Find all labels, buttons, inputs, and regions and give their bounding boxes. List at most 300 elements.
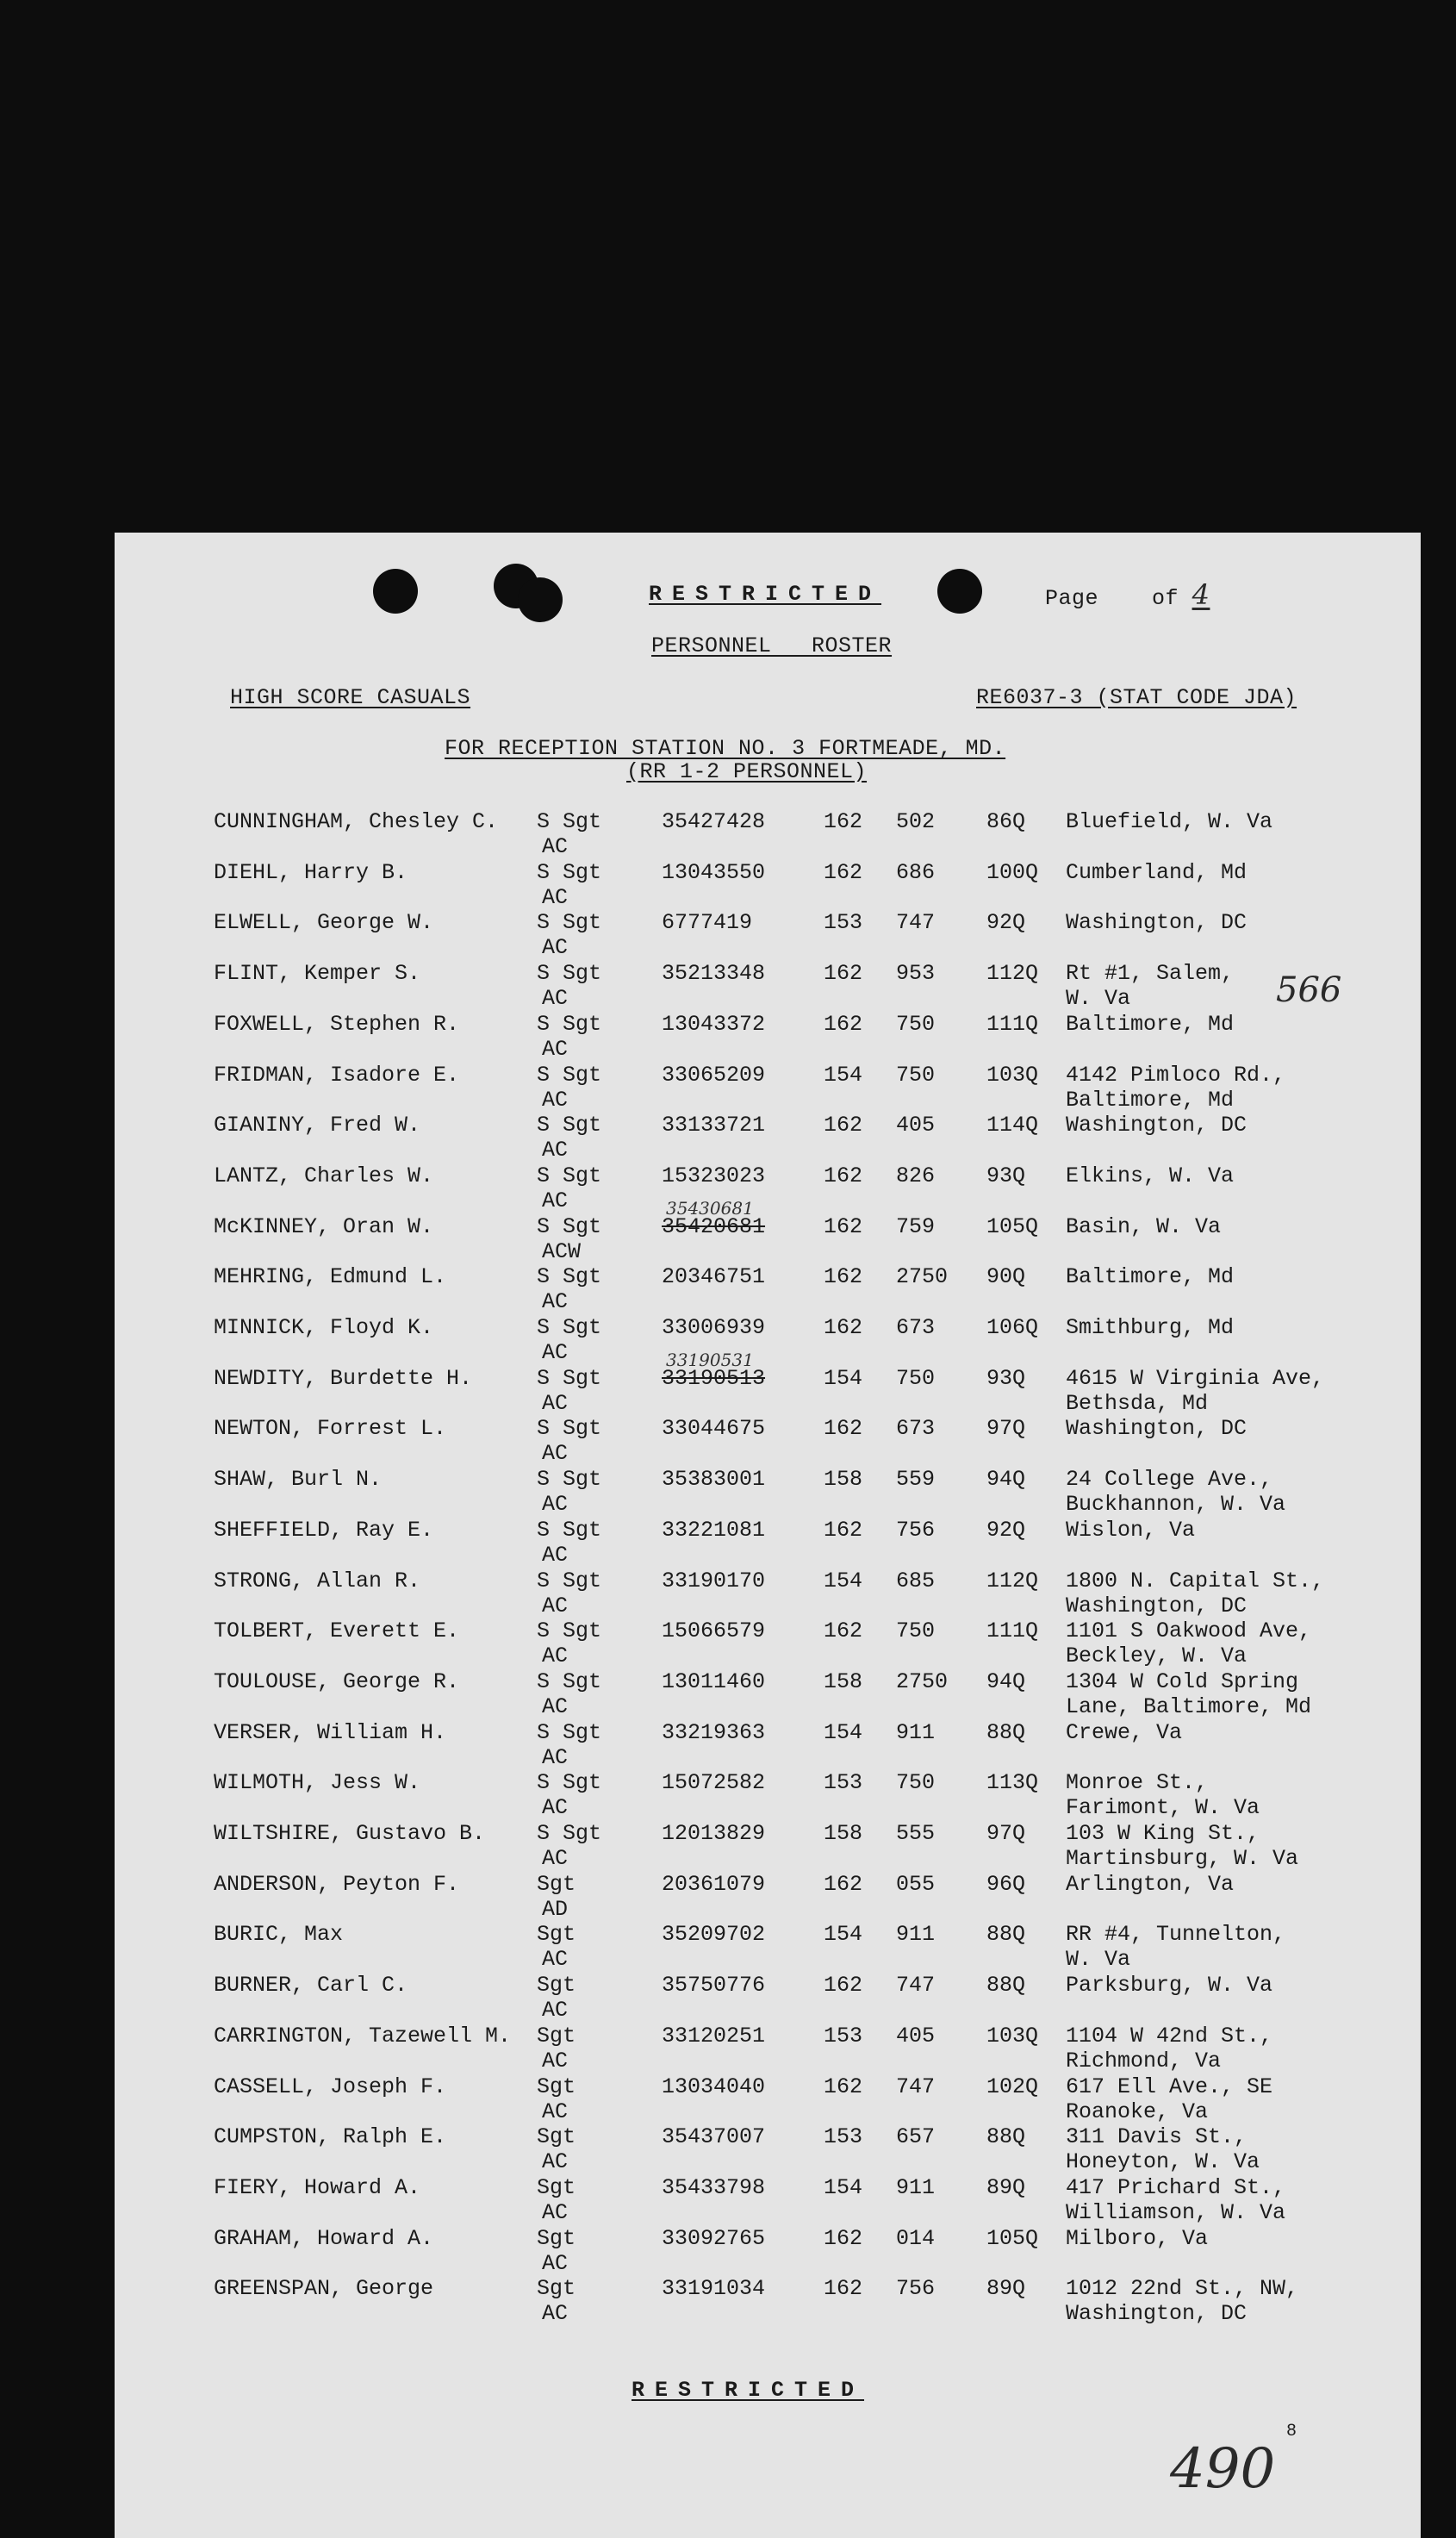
score-a: 162 (824, 2225, 863, 2251)
score-b: 750 (896, 1062, 936, 1088)
serial-number: 35209702 (662, 1922, 766, 1948)
table-row (115, 1822, 1421, 1872)
grade: S Sgt (537, 1770, 602, 1796)
arm-of-service: AC (542, 1542, 569, 1568)
person-name: NEWDITY, Burdette H. (214, 1365, 473, 1391)
address-line-1: 4615 W Virginia Ave, (1066, 1365, 1325, 1391)
person-name: McKINNEY, Oran W. (214, 1213, 434, 1239)
serial-number: 15323023 (662, 1163, 766, 1188)
score-a: 154 (824, 1922, 863, 1948)
serial-number: 13043372 (662, 1011, 766, 1037)
classification-header: RESTRICTED (649, 582, 882, 607)
address-line-1: Smithburg, Md (1066, 1315, 1235, 1340)
arm-of-service: AC (542, 1087, 569, 1113)
score-a: 154 (824, 1062, 863, 1088)
score-q: 112Q (986, 961, 1039, 987)
address-line-2: Buckhannon, W. Va (1066, 1492, 1286, 1518)
person-name: GIANINY, Fred W. (214, 1113, 421, 1138)
page-title: PERSONNEL ROSTER (651, 633, 893, 658)
arm-of-service: AC (542, 1036, 569, 1062)
serial-number: 35433798 (662, 2174, 766, 2200)
address-line-1: 1012 22nd St., NW, (1066, 2276, 1299, 2302)
score-q: 106Q (986, 1315, 1039, 1340)
address-line-1: Washington, DC (1066, 1416, 1248, 1442)
score-a: 162 (824, 1113, 863, 1138)
score-q: 90Q (986, 1264, 1026, 1290)
serial-number: 33190513 (662, 1365, 766, 1391)
score-a: 158 (824, 1668, 863, 1694)
score-b: 911 (896, 1922, 936, 1948)
grade: S Sgt (537, 859, 602, 885)
address-line-2: Honeyton, W. Va (1066, 2149, 1260, 2175)
roster-code: RE6037-3 (STAT CODE JDA) (976, 685, 1297, 710)
address-line-1: Elkins, W. Va (1066, 1163, 1235, 1188)
table-row (115, 1974, 1421, 2024)
score-q: 89Q (986, 2174, 1026, 2200)
person-name: STRONG, Allan R. (214, 1568, 421, 1593)
arm-of-service: AC (542, 1795, 569, 1821)
score-q: 97Q (986, 1416, 1026, 1442)
serial-number: 6777419 (662, 910, 753, 936)
score-a: 162 (824, 1618, 863, 1644)
person-name: BURIC, Max (214, 1922, 344, 1948)
table-row (115, 2075, 1421, 2125)
serial-number: 33190170 (662, 1568, 766, 1593)
score-b: 555 (896, 1821, 936, 1846)
address-line-1: Rt #1, Salem, (1066, 961, 1235, 987)
arm-of-service: AC (542, 1390, 569, 1416)
score-b: 673 (896, 1416, 936, 1442)
score-a: 153 (824, 910, 863, 936)
grade: S Sgt (537, 1618, 602, 1644)
score-b: 911 (896, 2174, 936, 2200)
score-q: 113Q (986, 1770, 1039, 1796)
grade: S Sgt (537, 1467, 602, 1493)
table-row (115, 1468, 1421, 1518)
score-a: 162 (824, 1416, 863, 1442)
score-q: 94Q (986, 1668, 1026, 1694)
grade: Sgt (537, 2023, 576, 2048)
arm-of-service: AC (542, 2301, 569, 2327)
person-name: FLINT, Kemper S. (214, 961, 421, 987)
arm-of-service: AD (542, 1896, 569, 1922)
arm-of-service: AC (542, 1289, 569, 1315)
serial-number: 33044675 (662, 1416, 766, 1442)
handwritten-number: 490 (1170, 2437, 1276, 2501)
serial-number: 13034040 (662, 2073, 766, 2099)
grade: S Sgt (537, 1213, 602, 1239)
arm-of-service: AC (542, 2149, 569, 2175)
score-q: 103Q (986, 2023, 1039, 2048)
person-name: SHEFFIELD, Ray E. (214, 1517, 434, 1543)
arm-of-service: ACW (542, 1238, 582, 1264)
score-a: 162 (824, 961, 863, 987)
score-q: 93Q (986, 1365, 1026, 1391)
person-name: WILTSHIRE, Gustavo B. (214, 1821, 486, 1846)
table-row (115, 1197, 1421, 1265)
table-row (115, 1873, 1421, 1923)
person-name: FOXWELL, Stephen R. (214, 1011, 460, 1037)
table-row (115, 1316, 1421, 1366)
margin-number: 566 (1276, 970, 1342, 1010)
person-name: FRIDMAN, Isadore E. (214, 1062, 460, 1088)
arm-of-service: AC (542, 2048, 569, 2073)
grade: Sgt (537, 2225, 576, 2251)
grade: Sgt (537, 1871, 576, 1897)
address-line-1: Cumberland, Md (1066, 859, 1248, 885)
address-line-1: Arlington, Va (1066, 1871, 1235, 1897)
address-line-2: Martinsburg, W. Va (1066, 1846, 1299, 1871)
serial-number: 15066579 (662, 1618, 766, 1644)
score-q: 86Q (986, 809, 1026, 834)
address-line-1: 311 Davis St., (1066, 2124, 1248, 2150)
score-q: 92Q (986, 1517, 1026, 1543)
grade: S Sgt (537, 1568, 602, 1593)
score-q: 92Q (986, 910, 1026, 936)
person-name: GREENSPAN, George (214, 2276, 434, 2302)
score-a: 162 (824, 2073, 863, 2099)
arm-of-service: AC (542, 1693, 569, 1719)
address-line-2: Richmond, Va (1066, 2048, 1222, 2073)
score-a: 153 (824, 1770, 863, 1796)
person-name: DIEHL, Harry B. (214, 859, 408, 885)
serial-number: 20361079 (662, 1871, 766, 1897)
arm-of-service: AC (542, 1138, 569, 1163)
score-a: 153 (824, 2124, 863, 2150)
arm-of-service: AC (542, 834, 569, 859)
score-q: 88Q (986, 1922, 1026, 1948)
serial-number: 33191034 (662, 2276, 766, 2302)
score-a: 154 (824, 1568, 863, 1593)
grade: Sgt (537, 2276, 576, 2302)
score-a: 162 (824, 809, 863, 834)
address-line-1: 24 College Ave., (1066, 1467, 1273, 1493)
table-row (115, 810, 1421, 860)
table-row (115, 1164, 1421, 1214)
table-row (115, 1113, 1421, 1163)
score-a: 158 (824, 1467, 863, 1493)
arm-of-service: AC (542, 1492, 569, 1518)
score-q: 100Q (986, 859, 1039, 885)
person-name: BURNER, Carl C. (214, 1973, 408, 1999)
serial-number: 33221081 (662, 1517, 766, 1543)
table-row (115, 2024, 1421, 2074)
score-q: 93Q (986, 1163, 1026, 1188)
arm-of-service: AC (542, 2098, 569, 2124)
serial-number: 13011460 (662, 1668, 766, 1694)
punch-hole (937, 569, 982, 614)
score-b: 750 (896, 1011, 936, 1037)
grade: Sgt (537, 1922, 576, 1948)
grade: S Sgt (537, 1011, 602, 1037)
address-line-1: Wislon, Va (1066, 1517, 1196, 1543)
score-q: 97Q (986, 1821, 1026, 1846)
punch-hole (373, 569, 418, 614)
arm-of-service: AC (542, 2199, 569, 2225)
serial-number: 33065209 (662, 1062, 766, 1088)
score-b: 657 (896, 2124, 936, 2150)
grade: S Sgt (537, 1113, 602, 1138)
score-a: 162 (824, 1011, 863, 1037)
score-a: 162 (824, 1213, 863, 1239)
score-q: 114Q (986, 1113, 1039, 1138)
person-name: CARRINGTON, Tazewell M. (214, 2023, 512, 2048)
address-line-1: 4142 Pimloco Rd., (1066, 1062, 1286, 1088)
address-line-1: 1101 S Oakwood Ave, (1066, 1618, 1312, 1644)
score-a: 162 (824, 1871, 863, 1897)
serial-number: 35750776 (662, 1973, 766, 1999)
person-name: LANTZ, Charles W. (214, 1163, 434, 1188)
address-line-1: 1104 W 42nd St., (1066, 2023, 1273, 2048)
person-name: ANDERSON, Peyton F. (214, 1871, 460, 1897)
address-line-2: Washington, DC (1066, 1593, 1248, 1618)
grade: Sgt (537, 2174, 576, 2200)
table-row (115, 962, 1421, 1012)
serial-number: 35383001 (662, 1467, 766, 1493)
serial-correction: 35430681 (666, 1197, 754, 1219)
person-name: CASSELL, Joseph F. (214, 2073, 447, 2099)
address-line-2: Farimont, W. Va (1066, 1795, 1260, 1821)
grade: S Sgt (537, 1416, 602, 1442)
table-row (115, 1771, 1421, 1821)
score-b: 2750 (896, 1264, 949, 1290)
arm-of-service: AC (542, 1593, 569, 1618)
station-subtitle: (RR 1-2 PERSONNEL) (626, 759, 868, 784)
score-b: 502 (896, 809, 936, 834)
score-q: 88Q (986, 2124, 1026, 2150)
person-name: TOULOUSE, George R. (214, 1668, 460, 1694)
person-name: SHAW, Burl N. (214, 1467, 383, 1493)
score-q: 111Q (986, 1618, 1039, 1644)
arm-of-service: AC (542, 986, 569, 1012)
score-a: 162 (824, 1973, 863, 1999)
score-b: 756 (896, 2276, 936, 2302)
serial-number: 33092765 (662, 2225, 766, 2251)
arm-of-service: AC (542, 1643, 569, 1669)
score-a: 162 (824, 1315, 863, 1340)
serial-number: 12013829 (662, 1821, 766, 1846)
address-line-2: Williamson, W. Va (1066, 2199, 1286, 2225)
arm-of-service: AC (542, 1846, 569, 1871)
score-b: 756 (896, 1517, 936, 1543)
arm-of-service: AC (542, 935, 569, 961)
address-line-2: Bethsda, Md (1066, 1390, 1209, 1416)
grade: S Sgt (537, 1264, 602, 1290)
arm-of-service: AC (542, 1340, 569, 1365)
table-row (115, 1923, 1421, 1973)
score-b: 055 (896, 1871, 936, 1897)
serial-number: 20346751 (662, 1264, 766, 1290)
grade: S Sgt (537, 1062, 602, 1088)
score-q: 105Q (986, 2225, 1039, 2251)
grade: S Sgt (537, 1719, 602, 1745)
address-line-1: 417 Prichard St., (1066, 2174, 1286, 2200)
address-line-1: 103 W King St., (1066, 1821, 1260, 1846)
address-line-2: Roanoke, Va (1066, 2098, 1209, 2124)
grade: S Sgt (537, 910, 602, 936)
serial-number: 35437007 (662, 2124, 766, 2150)
serial-number: 33120251 (662, 2023, 766, 2048)
address-line-1: Washington, DC (1066, 1113, 1248, 1138)
table-row (115, 2227, 1421, 2277)
page-label: Page of 4 (1045, 578, 1210, 611)
address-line-2: W. Va (1066, 1947, 1131, 1973)
person-name: GRAHAM, Howard A. (214, 2225, 434, 2251)
serial-correction: 33190531 (666, 1349, 754, 1370)
table-row (115, 1417, 1421, 1467)
person-name: WILMOTH, Jess W. (214, 1770, 421, 1796)
serial-number: 15072582 (662, 1770, 766, 1796)
score-b: 750 (896, 1770, 936, 1796)
score-b: 405 (896, 1113, 936, 1138)
table-row (115, 1265, 1421, 1315)
address-line-1: Crewe, Va (1066, 1719, 1183, 1745)
score-b: 014 (896, 2225, 936, 2251)
score-q: 111Q (986, 1011, 1039, 1037)
score-a: 162 (824, 1517, 863, 1543)
arm-of-service: AC (542, 1998, 569, 2024)
address-line-1: 1800 N. Capital St., (1066, 1568, 1325, 1593)
score-b: 673 (896, 1315, 936, 1340)
person-name: CUNNINGHAM, Chesley C. (214, 809, 499, 834)
score-a: 162 (824, 2276, 863, 2302)
address-line-1: Baltimore, Md (1066, 1011, 1235, 1037)
grade: S Sgt (537, 1821, 602, 1846)
score-b: 911 (896, 1719, 936, 1745)
score-b: 750 (896, 1618, 936, 1644)
score-b: 2750 (896, 1668, 949, 1694)
arm-of-service: AC (542, 1947, 569, 1973)
address-line-1: Milboro, Va (1066, 2225, 1209, 2251)
group-name: HIGH SCORE CASUALS (230, 685, 471, 710)
corner-mark: 8 (1286, 2422, 1297, 2441)
arm-of-service: AC (542, 2250, 569, 2276)
address-line-2: Beckley, W. Va (1066, 1643, 1248, 1669)
score-a: 154 (824, 1365, 863, 1391)
score-b: 559 (896, 1467, 936, 1493)
address-line-1: 617 Ell Ave., SE (1066, 2073, 1273, 2099)
person-name: CUMPSTON, Ralph E. (214, 2124, 447, 2150)
address-line-1: Monroe St., (1066, 1770, 1209, 1796)
score-q: 102Q (986, 2073, 1039, 2099)
roster-page (115, 533, 1421, 2538)
person-name: TOLBERT, Everett E. (214, 1618, 460, 1644)
score-q: 88Q (986, 1719, 1026, 1745)
serial-number: 35420681 (662, 1213, 766, 1239)
address-line-1: Baltimore, Md (1066, 1264, 1235, 1290)
arm-of-service: AC (542, 1188, 569, 1213)
table-row (115, 1721, 1421, 1771)
person-name: MINNICK, Floyd K. (214, 1315, 434, 1340)
table-row (115, 2277, 1421, 2327)
score-b: 686 (896, 859, 936, 885)
serial-number: 33006939 (662, 1315, 766, 1340)
table-row (115, 1013, 1421, 1063)
serial-number: 33219363 (662, 1719, 766, 1745)
score-a: 154 (824, 2174, 863, 2200)
score-b: 747 (896, 2073, 936, 2099)
person-name: VERSER, William H. (214, 1719, 447, 1745)
score-q: 112Q (986, 1568, 1039, 1593)
grade: Sgt (537, 2073, 576, 2099)
score-b: 685 (896, 1568, 936, 1593)
person-name: ELWELL, George W. (214, 910, 434, 936)
arm-of-service: AC (542, 1744, 569, 1770)
grade: Sgt (537, 1973, 576, 1999)
address-line-1: Parksburg, W. Va (1066, 1973, 1273, 1999)
address-line-1: Washington, DC (1066, 910, 1248, 936)
serial-number: 35427428 (662, 809, 766, 834)
page-total: 4 (1192, 578, 1210, 611)
person-name: NEWTON, Forrest L. (214, 1416, 447, 1442)
score-b: 759 (896, 1213, 936, 1239)
score-q: 96Q (986, 1871, 1026, 1897)
punch-hole (518, 577, 563, 622)
table-row (115, 1349, 1421, 1417)
address-line-1: 1304 W Cold Spring (1066, 1668, 1299, 1694)
person-name: FIERY, Howard A. (214, 2174, 421, 2200)
table-row (115, 1619, 1421, 1669)
score-b: 750 (896, 1365, 936, 1391)
table-row (115, 1063, 1421, 1113)
grade: Sgt (537, 2124, 576, 2150)
table-row (115, 1569, 1421, 1619)
score-a: 153 (824, 2023, 863, 2048)
address-line-1: RR #4, Tunnelton, (1066, 1922, 1286, 1948)
table-row (115, 1670, 1421, 1720)
table-row (115, 861, 1421, 911)
score-a: 158 (824, 1821, 863, 1846)
table-row (115, 1518, 1421, 1568)
table-row (115, 2176, 1421, 2226)
address-line-1: Bluefield, W. Va (1066, 809, 1273, 834)
score-b: 953 (896, 961, 936, 987)
table-row (115, 2125, 1421, 2175)
person-name: MEHRING, Edmund L. (214, 1264, 447, 1290)
score-b: 747 (896, 910, 936, 936)
grade: S Sgt (537, 961, 602, 987)
address-line-2: Lane, Baltimore, Md (1066, 1693, 1312, 1719)
classification-footer: RESTRICTED (632, 2378, 865, 2403)
score-a: 162 (824, 859, 863, 885)
score-q: 105Q (986, 1213, 1039, 1239)
address-line-2: W. Va (1066, 986, 1131, 1012)
table-row (115, 911, 1421, 961)
serial-number: 35213348 (662, 961, 766, 987)
score-a: 162 (824, 1163, 863, 1188)
station-line: FOR RECEPTION STATION NO. 3 FORTMEADE, MD. (445, 736, 1006, 761)
score-q: 94Q (986, 1467, 1026, 1493)
score-a: 162 (824, 1264, 863, 1290)
serial-number: 13043550 (662, 859, 766, 885)
grade: S Sgt (537, 1315, 602, 1340)
address-line-2: Baltimore, Md (1066, 1087, 1235, 1113)
address-line-2: Washington, DC (1066, 2301, 1248, 2327)
grade: S Sgt (537, 809, 602, 834)
grade: S Sgt (537, 1668, 602, 1694)
grade: S Sgt (537, 1365, 602, 1391)
serial-number: 33133721 (662, 1113, 766, 1138)
score-q: 88Q (986, 1973, 1026, 1999)
arm-of-service: AC (542, 1441, 569, 1467)
score-b: 405 (896, 2023, 936, 2048)
score-b: 747 (896, 1973, 936, 1999)
grade: S Sgt (537, 1163, 602, 1188)
arm-of-service: AC (542, 884, 569, 910)
grade: S Sgt (537, 1517, 602, 1543)
address-line-1: Basin, W. Va (1066, 1213, 1222, 1239)
score-b: 826 (896, 1163, 936, 1188)
